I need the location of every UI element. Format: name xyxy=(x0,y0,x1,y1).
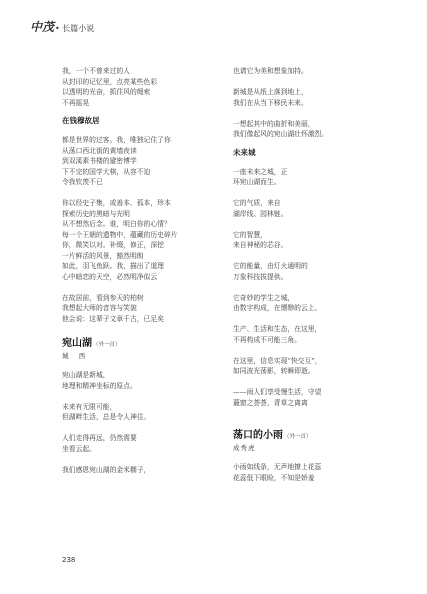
poem-stanza xyxy=(62,66,212,108)
poem-line: ——雨人们享受慢生活，守望 xyxy=(233,388,322,396)
poem-stanza xyxy=(233,119,383,140)
poem-line: 小雨如线条，无声地撩上花蕊 xyxy=(233,463,322,471)
poem-stanza xyxy=(233,198,383,219)
left-column xyxy=(62,66,212,475)
poem-line: 我们在从当下移民未来。 xyxy=(233,98,308,107)
poem-stanza xyxy=(233,261,383,282)
poem-title-text: 宛山湖 xyxy=(62,338,92,349)
poem-title xyxy=(62,338,212,351)
poem-line: 每一个王朝的遗物中，蕴藏的历史碎片 xyxy=(62,230,178,239)
poem-line: 都是世界的过客。我，唯独记住了你 xyxy=(62,136,171,144)
poem-line: 他会说：这辈子文章千古，已足矣 xyxy=(62,314,164,323)
poem-line: 也请它为美和想象加持。 xyxy=(233,67,308,75)
poem-stanza xyxy=(233,66,383,77)
poem-stanza xyxy=(233,387,383,408)
poem-stanza xyxy=(233,167,383,188)
poem-line: 但湖畔生活，总是令人神往。 xyxy=(62,413,151,421)
poem-stanza xyxy=(62,293,212,325)
poem-line: 我们像起风的宛山湖壮怀激烈。 xyxy=(233,130,329,138)
poem-stanza xyxy=(62,433,212,454)
poem-line: 不再构成不可能三角。 xyxy=(233,335,301,344)
magazine-logo: 中茂 xyxy=(30,20,55,34)
poem-line: 一想起其中的曲折和美丽， xyxy=(233,119,315,128)
poem-line: 人们走得再远，仍然需要 xyxy=(62,434,137,442)
poem-line: 湖岸线、园林链。 xyxy=(233,209,288,218)
poem-line: 它的气质，来自 xyxy=(233,199,281,207)
poem-line: 一座未来之城，正 xyxy=(233,167,288,176)
poem-stanza xyxy=(62,198,212,282)
poem-line: 心中暗恋的天空，必然明净似云 xyxy=(62,272,158,281)
poem-line: 你以经史子集，或善本、孤本，珍本 xyxy=(62,199,171,207)
poem-line: 在这里，信息实现“快交互”， xyxy=(233,356,322,365)
poem-line: 在故居前，看到参天的柏树 xyxy=(62,293,144,302)
poem-line: 它奇妙的学生之城， xyxy=(233,293,295,302)
poem-line: 未来有无限可能， xyxy=(62,402,117,411)
poem-line: 新城是从纸上落到地上， xyxy=(233,88,308,96)
poem-title-text: 荡口的小雨 xyxy=(233,430,283,441)
poem-line: 从封印的记忆里，点亮某些色彩 xyxy=(62,77,158,86)
poem-line: 生产、生活和生态，在这里， xyxy=(233,325,322,333)
poem-stanza xyxy=(233,356,383,377)
poem-line: 你，微笑以对。补缀，修正，深挖 xyxy=(62,241,164,249)
poem-line: 到双溪素书楼的避密博学 xyxy=(62,157,137,165)
poem-stanza xyxy=(62,370,212,391)
poem-stanza xyxy=(233,462,383,483)
poem-line: 蕞窗之荟荟，青草之离离 xyxy=(233,398,308,407)
poem-line: 环宛山湖而生。 xyxy=(233,178,281,186)
section-label: • 长篇小说 xyxy=(55,24,95,33)
poem-title-tag: （外一首） xyxy=(284,434,312,440)
page-number: 238 xyxy=(62,556,76,564)
poem-title xyxy=(233,430,383,443)
poem-line: 以透明的光奋，抓住风的绳索 xyxy=(62,88,151,96)
poem-author: 城 西 xyxy=(62,352,90,360)
poem-line: 它的智慧， xyxy=(233,230,267,239)
poem-line: 探索历史的黑暗与光明 xyxy=(62,209,130,218)
poem-line: 从荡口西北街的黄墙夜读 xyxy=(62,146,137,155)
poem-line: 从不想然后念。谁，明白你的心情？ xyxy=(62,220,171,228)
poem-stanza xyxy=(233,324,383,345)
section-title: 未来城 xyxy=(233,147,256,157)
poem-line: 令我钦羡不已 xyxy=(62,178,103,186)
poem-line: 花蕊低下眼睑，不知是娇羞 xyxy=(233,473,315,482)
poem-line: 如此，羽飞鱼跃。我，描出了道理 xyxy=(62,262,164,270)
poem-stanza xyxy=(233,230,383,251)
poem-line: 宛山湖是新城， xyxy=(62,371,110,379)
poem-line: 我们感恩宛山湖的金米糯子， xyxy=(62,465,151,474)
poem-stanza xyxy=(62,402,212,423)
poem-line: 它的能量，由灯火通明的 xyxy=(233,262,308,270)
poem-line: 万象科技拔提供。 xyxy=(233,272,288,281)
poem-line: 由数字构成，在缥缈的云上。 xyxy=(233,304,322,312)
poem-line: 下不完的国学大棋，从容不迫 xyxy=(62,167,151,176)
poem-stanza xyxy=(62,465,212,476)
poem-stanza xyxy=(62,135,212,188)
section-title: 在钱穆故居 xyxy=(62,116,100,125)
poem-line: 我想起大师的音容与笑貌 xyxy=(62,304,137,312)
poem-line: 地理和精神坐标的原点。 xyxy=(62,381,137,390)
poem-stanza xyxy=(233,293,383,314)
running-header xyxy=(30,18,94,35)
poem-line: 来自神秘的芯谷。 xyxy=(233,241,288,249)
poem-line: 我，一个不曾来过的人 xyxy=(62,67,130,75)
poem-stanza xyxy=(233,87,383,108)
poem-author: 成秀虎 xyxy=(233,444,256,452)
poem-line: 一片鲜活的风景，豁然明朗 xyxy=(62,251,144,260)
poem-line: 不再摇晃 xyxy=(62,98,90,107)
poem-line: 如同波光荡影，转瞬即逝。 xyxy=(233,367,315,375)
poem-line: 坐看云起。 xyxy=(62,444,96,453)
right-column xyxy=(233,66,383,483)
poem-title-tag: （外一首） xyxy=(93,342,121,348)
